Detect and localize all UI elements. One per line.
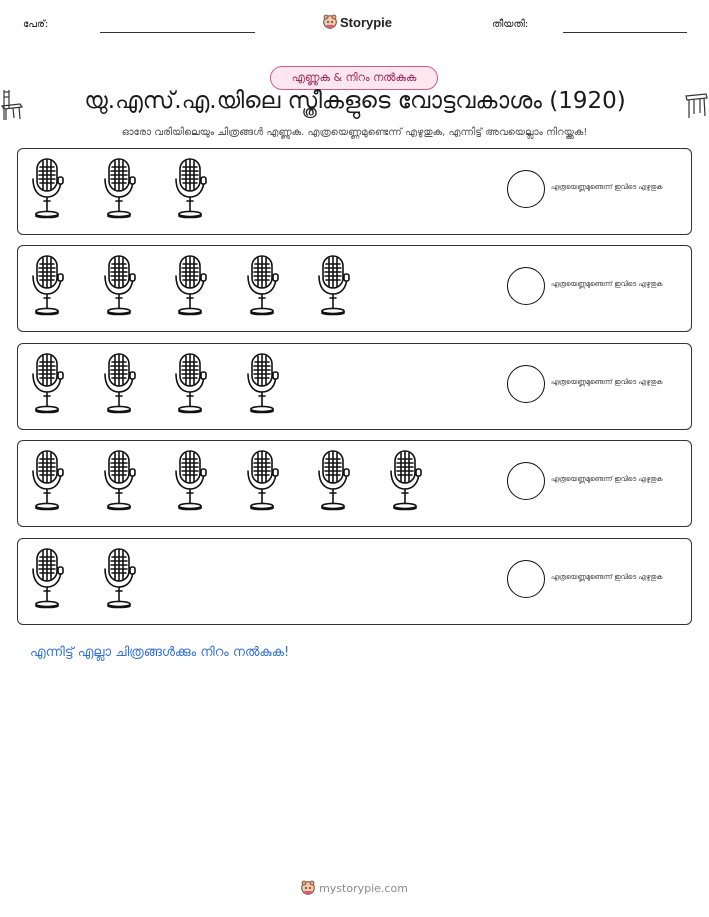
microphone-icon[interactable] (172, 254, 208, 316)
microphone-icon[interactable] (387, 449, 423, 511)
answer-hint: എത്രയെണ്ണമുണ്ടെന്ന് ഇവിടെ എഴുതുക (551, 183, 663, 191)
counting-row-4 (17, 440, 692, 527)
microphone-icon[interactable] (244, 449, 280, 511)
date-line[interactable] (563, 32, 687, 33)
microphone-icon[interactable] (244, 254, 280, 316)
microphone-icon[interactable] (315, 254, 351, 316)
coloring-instruction: എന്നിട്ട് എല്ലാ ചിത്രങ്ങൾക്കും നിറം നൽകുക! (30, 645, 290, 660)
counting-row-3 (17, 343, 692, 430)
table-icon (684, 92, 708, 120)
answer-circle[interactable] (507, 462, 545, 500)
answer-hint: എത്രയെണ്ണമുണ്ടെന്ന് ഇവിടെ എഴുതുക (551, 573, 663, 581)
footer (0, 880, 709, 896)
storypie-mascot-icon (301, 880, 315, 896)
microphone-icon[interactable] (29, 157, 65, 219)
answer-hint: എത്രയെണ്ണമുണ്ടെന്ന് ഇവിടെ എഴുതുക (551, 280, 663, 288)
instructions: ഓരോ വരിയിലെയും ചിത്രങ്ങൾ എണ്ണുക. എത്രയെണ്ണമുണ്ടെന്ന് എഴുതുക, എന്നിട്ട് അവയെല്ലാം നിറയ്ക്കുക! (121, 127, 588, 138)
microphone-icon[interactable] (315, 449, 351, 511)
answer-circle[interactable] (507, 170, 545, 208)
answer-circle[interactable] (507, 267, 545, 305)
brand-name: Storypie (340, 14, 393, 30)
name-line[interactable] (100, 32, 255, 33)
storypie-mascot-icon (323, 14, 337, 30)
answer-circle[interactable] (507, 560, 545, 598)
microphone-icon[interactable] (244, 352, 280, 414)
counting-row-2 (17, 245, 692, 332)
microphone-icon[interactable] (101, 547, 137, 609)
microphone-icon[interactable] (101, 157, 137, 219)
date-label: തീയതി: (492, 19, 529, 30)
activity-badge: എണ്ണുക & നിറം നൽകുക (270, 66, 438, 90)
footer-url: mystorypie.com (319, 881, 408, 895)
microphone-icon[interactable] (172, 449, 208, 511)
name-label: പേര്: (23, 19, 49, 30)
microphone-icon[interactable] (29, 449, 65, 511)
brand-logo (323, 14, 392, 30)
microphone-icon[interactable] (101, 254, 137, 316)
answer-hint: എത്രയെണ്ണമുണ്ടെന്ന് ഇവിടെ എഴുതുക (551, 475, 663, 483)
answer-hint: എത്രയെണ്ണമുണ്ടെന്ന് ഇവിടെ എഴുതുക (551, 378, 663, 386)
counting-row-5 (17, 538, 692, 625)
counting-row-1 (17, 148, 692, 235)
answer-circle[interactable] (507, 365, 545, 403)
microphone-icon[interactable] (101, 449, 137, 511)
microphone-icon[interactable] (172, 352, 208, 414)
chair-icon (0, 88, 24, 122)
microphone-icon[interactable] (29, 352, 65, 414)
worksheet-title: യു.എസ്.എ.യിലെ സ്ത്രീകളുടെ വോട്ടവകാശം (1920) (84, 88, 626, 114)
microphone-icon[interactable] (29, 547, 65, 609)
microphone-icon[interactable] (172, 157, 208, 219)
microphone-icon[interactable] (29, 254, 65, 316)
microphone-icon[interactable] (101, 352, 137, 414)
